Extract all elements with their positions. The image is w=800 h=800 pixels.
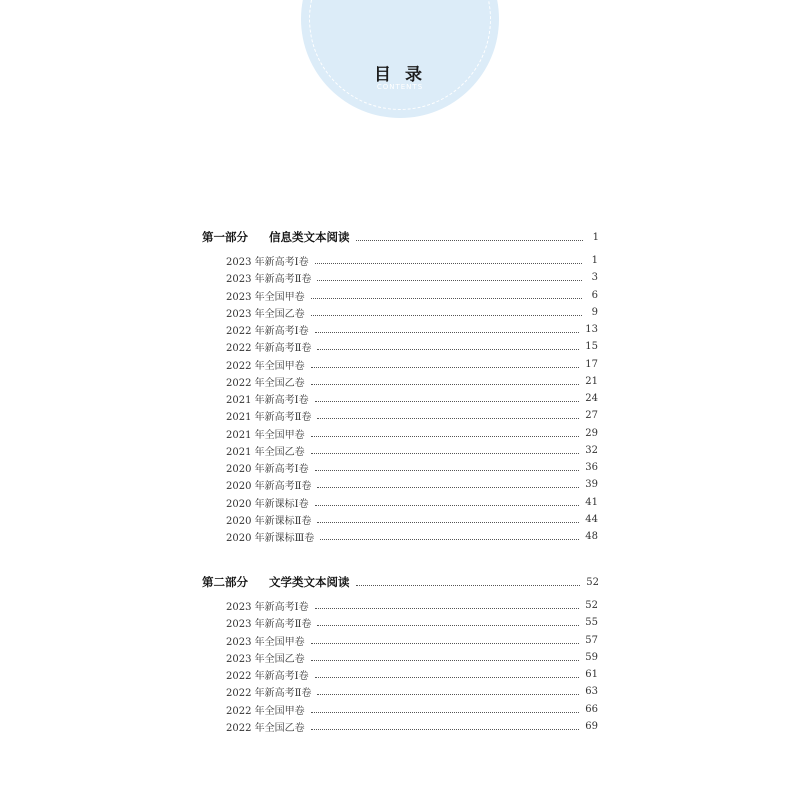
page-number: 9 <box>591 306 598 318</box>
dot-leader <box>315 332 580 333</box>
toc-entry[interactable] <box>226 719 598 734</box>
page-number: 66 <box>585 703 598 715</box>
entry-label: 2023 年新高考Ⅱ卷 <box>226 274 312 286</box>
dot-leader <box>311 436 580 437</box>
dot-leader <box>315 470 580 471</box>
part-number: 第一部分 <box>202 230 248 244</box>
page-number: 61 <box>585 669 598 680</box>
entry-label: 2022 年全国甲卷 <box>226 705 305 717</box>
toc-entry[interactable] <box>226 253 598 268</box>
dot-leader <box>317 522 579 523</box>
toc-entry[interactable] <box>226 270 598 285</box>
toc-entry[interactable] <box>226 684 598 699</box>
dot-leader <box>311 643 580 644</box>
dot-leader <box>317 625 579 626</box>
dot-leader <box>311 712 580 713</box>
page-number: 48 <box>585 531 598 542</box>
toc-entry[interactable] <box>226 702 598 717</box>
entry-label: 2021 年新高考Ⅰ卷 <box>226 395 309 406</box>
toc-entry[interactable] <box>226 288 598 303</box>
dot-leader <box>311 298 582 299</box>
entry-label: 2023 年全国甲卷 <box>226 636 305 648</box>
toc-entry[interactable] <box>226 495 598 510</box>
dot-leader <box>315 401 580 402</box>
page-number: 39 <box>585 479 598 491</box>
toc-entry[interactable] <box>226 598 598 613</box>
entry-label: 2020 年新高考Ⅱ卷 <box>226 481 312 493</box>
dot-leader <box>311 384 580 385</box>
toc-entry[interactable] <box>226 615 598 630</box>
dot-leader <box>317 694 579 695</box>
page-number: 6 <box>591 289 598 301</box>
page-number: 17 <box>585 358 598 370</box>
page-number: 3 <box>591 272 598 284</box>
entry-label: 2021 年新高考Ⅱ卷 <box>226 412 312 424</box>
dot-leader <box>317 487 579 488</box>
dot-leader <box>311 315 582 316</box>
toc-entry[interactable] <box>226 633 598 648</box>
page-number: 59 <box>585 651 598 663</box>
entry-label: 2020 年新课标Ⅲ卷 <box>226 533 315 544</box>
entry-label: 2023 年全国甲卷 <box>226 291 305 303</box>
entry-label: 2022 年全国乙卷 <box>226 377 305 389</box>
page-number: 36 <box>585 462 598 473</box>
page-number: 13 <box>585 324 598 335</box>
part-title: 文学类文本阅读 <box>269 575 350 589</box>
page-number: 55 <box>585 617 598 629</box>
entry-label: 2020 年新课标Ⅰ卷 <box>226 498 309 510</box>
entry-label: 2021 年全国甲卷 <box>226 429 305 441</box>
page-number: 63 <box>585 686 598 698</box>
entry-label: 2023 年新高考Ⅰ卷 <box>226 602 309 613</box>
toc-entry[interactable] <box>226 512 598 527</box>
dot-leader <box>317 418 579 419</box>
page-number: 21 <box>585 375 598 387</box>
dot-leader <box>311 729 580 730</box>
entry-label: 2022 年全国甲卷 <box>226 360 305 372</box>
dot-leader <box>356 240 584 241</box>
toc-entry[interactable] <box>226 650 598 665</box>
page-number: 41 <box>585 496 598 508</box>
entry-label: 2021 年全国乙卷 <box>226 446 305 458</box>
toc-entry[interactable] <box>226 408 598 423</box>
toc-entry[interactable] <box>226 374 598 389</box>
toc-entry[interactable] <box>226 443 598 458</box>
page-number: 44 <box>585 513 598 525</box>
page-number: 57 <box>585 634 598 646</box>
dot-leader <box>317 280 582 281</box>
entry-label: 2023 年新高考Ⅱ卷 <box>226 619 312 631</box>
entry-label: 2022 年新高考Ⅰ卷 <box>226 671 309 682</box>
entry-label: 2020 年新高考Ⅰ卷 <box>226 464 309 475</box>
toc-entry[interactable] <box>226 529 598 544</box>
dot-leader <box>311 367 580 368</box>
toc-part-heading[interactable] <box>202 574 599 590</box>
toc-entry[interactable] <box>226 460 598 475</box>
page-number: 27 <box>585 410 598 422</box>
dot-leader <box>315 608 580 609</box>
dot-leader <box>315 263 582 264</box>
page-title: 目 录 <box>374 65 426 85</box>
dot-leader <box>320 539 579 540</box>
page-number: 24 <box>585 393 598 404</box>
dot-leader <box>356 585 581 586</box>
toc-entry[interactable] <box>226 322 598 337</box>
dot-leader <box>311 453 580 454</box>
page-subtitle: CONTENTS <box>376 83 424 91</box>
toc-entry[interactable] <box>226 667 598 682</box>
page-number: 69 <box>585 720 598 732</box>
dot-leader <box>315 505 580 506</box>
entry-label: 2020 年新课标Ⅱ卷 <box>226 515 312 527</box>
entry-label: 2022 年新高考Ⅰ卷 <box>226 326 309 337</box>
toc-part-heading[interactable] <box>202 229 599 245</box>
page-number: 29 <box>585 427 598 439</box>
toc-entry[interactable] <box>226 305 598 320</box>
entry-label: 2023 年新高考Ⅰ卷 <box>226 257 309 268</box>
page-number: 52 <box>586 576 599 588</box>
entry-label: 2023 年全国乙卷 <box>226 653 305 665</box>
entry-label: 2022 年新高考Ⅱ卷 <box>226 343 312 355</box>
page-number: 32 <box>585 444 598 456</box>
page-number: 15 <box>585 341 598 353</box>
dot-leader <box>315 677 580 678</box>
toc-entry[interactable] <box>226 477 598 492</box>
page-number: 1 <box>592 231 599 243</box>
entry-label: 2022 年新高考Ⅱ卷 <box>226 688 312 700</box>
part-number: 第二部分 <box>202 575 248 589</box>
dot-leader <box>317 349 579 350</box>
toc-entry[interactable] <box>226 391 598 406</box>
entry-label: 2022 年全国乙卷 <box>226 722 305 734</box>
page-number: 1 <box>591 255 598 266</box>
toc-entry[interactable] <box>226 426 598 441</box>
toc-entry[interactable] <box>226 357 598 372</box>
entry-label: 2023 年全国乙卷 <box>226 308 305 320</box>
part-title: 信息类文本阅读 <box>269 230 350 244</box>
page-number: 52 <box>585 600 598 611</box>
toc-entry[interactable] <box>226 339 598 354</box>
dot-leader <box>311 660 580 661</box>
